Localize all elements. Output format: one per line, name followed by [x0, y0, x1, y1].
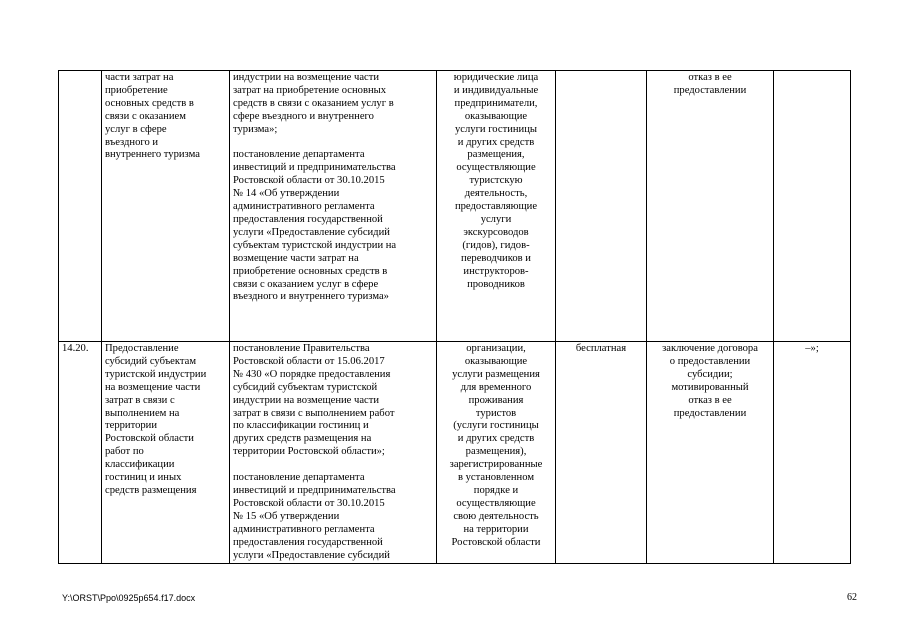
row-number: 14.20. — [59, 342, 102, 564]
page-number: 62 — [847, 592, 857, 603]
legal-basis: постановление Правительства Ростовской области от 15.06.2017 № 430 «О порядке предоставления субсидий субъектам туристской индустрии на возмещение части затрат в связи с выполнением работ по классификации гостиниц и других средств размещения на территории Ростовской области»; постановление департамента инвестиций и предпринимательства Ростовской области от 30.10.2015 № 15 «Об утверждении административного регламента предоставления государственной услуги «Предоставление субсидий — [230, 342, 437, 564]
table-row — [59, 71, 851, 342]
recipients: юридические лица и индивидуальные предприниматели, оказывающие услуги гостиницы и других средств размещения, осуществляющие туристскую деятельность, предоставляющие услуги экскурсоводов (гидов), гидов- переводчиков и инструкторов- проводников — [437, 71, 556, 342]
file-path: Y:\ORST\Ppo\0925p654.f17.docx — [62, 593, 196, 603]
extra-cell — [774, 71, 851, 342]
recipients: организации, оказывающие услуги размещения для временного проживания туристов (услуги гостиницы и других средств размещения), зарегистрированные в установленном порядке и осуществляющие свою деятельность на территории Ростовской области — [437, 342, 556, 564]
result: заключение договора о предоставлении субсидии; мотивированный отказ в ее предоставлении — [647, 342, 774, 564]
legal-basis: индустрии на возмещение части затрат на приобретение основных средств в связи с оказанием услуг в сфере въездного и внутреннего туризма»; постановление департамента инвестиций и предпринимательства Ростовской области от 30.10.2015 № 14 «Об утверждении административного регламента предоставления государственной услуги «Предоставление субсидий субъектам туристской индустрии на возмещение части затрат на приобретение основных средств в связи с оказанием услуг в сфере въездного и внутреннего туризма» — [230, 71, 437, 342]
service-name: части затрат на приобретение основных средств в связи с оказанием услуг в сфере въездного и внутреннего туризма — [102, 71, 230, 342]
extra-cell: –»; — [774, 342, 851, 564]
cost — [556, 71, 647, 342]
result: отказ в ее предоставлении — [647, 71, 774, 342]
services-table — [58, 70, 851, 564]
cost: бесплатная — [556, 342, 647, 564]
table-row — [59, 342, 851, 564]
service-name: Предоставление субсидий субъектам туристской индустрии на возмещение части затрат в связи с выполнением на территории Ростовской области работ по классификации гостиниц и иных средств размещения — [102, 342, 230, 564]
row-number — [59, 71, 102, 342]
